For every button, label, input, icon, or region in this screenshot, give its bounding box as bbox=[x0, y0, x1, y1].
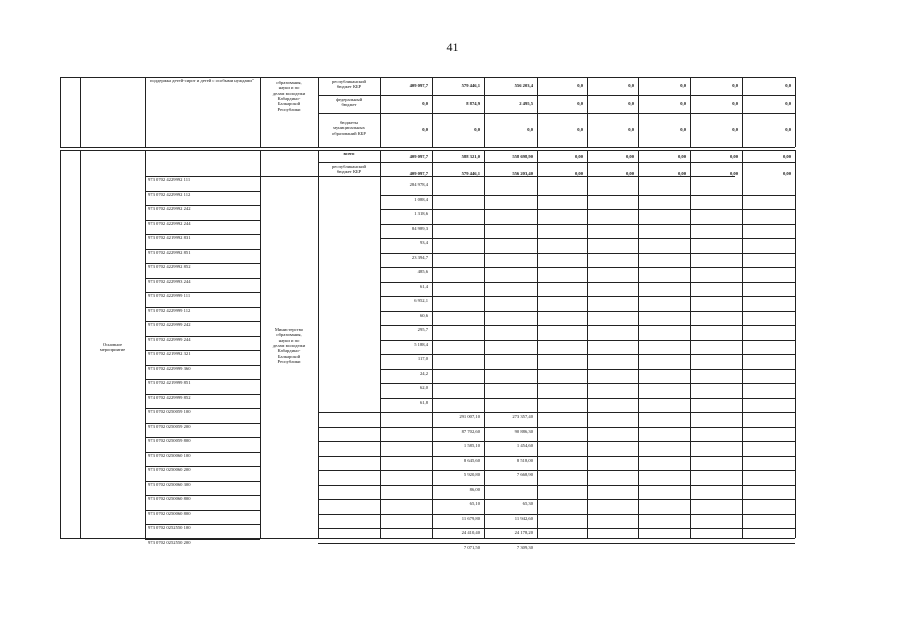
executor-label: образования, bbox=[276, 80, 302, 85]
kbk-code: 973 0702 4229999 242 bbox=[148, 322, 191, 327]
value-cell: 273 357,40 bbox=[512, 414, 533, 419]
grid-line bbox=[318, 150, 319, 432]
executor-label: Кабардино- bbox=[277, 95, 301, 101]
rep-value: 0,00 bbox=[677, 171, 686, 176]
executor-label: науки и по bbox=[278, 85, 300, 91]
kbk-code: 973 0702 4229999 360 bbox=[148, 365, 191, 371]
grid-line bbox=[318, 470, 795, 471]
value-cell: 0,0 bbox=[680, 83, 686, 88]
executor-label: Балкарской bbox=[277, 353, 301, 359]
value-cell: 8 518,00 bbox=[516, 457, 533, 463]
value-cell: 1 318,6 bbox=[414, 211, 428, 216]
grid-line bbox=[318, 162, 795, 163]
grid-line bbox=[318, 77, 319, 147]
value-cell: 60,6 bbox=[419, 312, 428, 318]
kbk-code: 973 0702 4229999 112 bbox=[148, 307, 191, 313]
value-cell: 87 702,60 bbox=[461, 428, 480, 434]
activity-label: Основное bbox=[102, 342, 123, 347]
kbk-code: 973 0702 4229992 852 bbox=[148, 264, 191, 269]
grid-line bbox=[380, 77, 381, 147]
source-label: бюджеты bbox=[339, 120, 359, 126]
kbk-code: 973 0702 0252550 100 bbox=[148, 525, 191, 530]
kbk-code: 974 0702 4229999 852 bbox=[148, 394, 191, 400]
value-cell: 86,00 bbox=[469, 486, 480, 492]
value-cell: 0,0 bbox=[680, 101, 686, 106]
value-cell: 0,0 bbox=[422, 127, 428, 132]
value-cell: 8 874,9 bbox=[466, 101, 480, 106]
value-cell: 0,0 bbox=[732, 127, 738, 132]
kbk-code: 973 0702 0250060 800 bbox=[148, 510, 191, 516]
rep-value: 0,00 bbox=[625, 171, 634, 176]
value-cell: 0,0 bbox=[422, 101, 428, 106]
grid-line bbox=[484, 150, 485, 538]
executor-label: Республики bbox=[277, 358, 301, 364]
value-cell: 2 495,5 bbox=[519, 101, 533, 106]
source-label: бюджет КБР bbox=[336, 84, 362, 89]
value-cell: 295,7 bbox=[417, 327, 428, 332]
value-cell: 0,0 bbox=[577, 127, 583, 132]
total-value: 588 321,0 bbox=[461, 154, 480, 159]
grid-line bbox=[795, 150, 796, 538]
grid-line bbox=[60, 538, 795, 539]
kbk-code: 973 0702 0250060 200 bbox=[148, 467, 191, 472]
rep-value: 0,00 bbox=[574, 171, 583, 176]
grid-line bbox=[60, 150, 795, 151]
value-cell: 0,0 bbox=[628, 83, 634, 88]
total-label: всего bbox=[343, 151, 355, 156]
kbk-code: 973 0702 0252550 200 bbox=[148, 539, 191, 545]
executor-label: Кабардино- bbox=[277, 348, 301, 354]
grid-line bbox=[318, 432, 319, 538]
grid-line bbox=[318, 514, 795, 515]
value-cell: 62,0 bbox=[419, 385, 428, 390]
value-cell: 24,2 bbox=[419, 370, 428, 376]
value-cell: 6 952,1 bbox=[414, 298, 428, 303]
value-cell: 7 309,30 bbox=[516, 544, 533, 550]
executor-label: делам молодежи bbox=[272, 90, 306, 96]
total-value: 0,00 bbox=[782, 154, 791, 159]
grid-line bbox=[145, 150, 146, 538]
kbk-code: 973 0702 4219992 321 bbox=[148, 351, 191, 356]
page-number: 41 bbox=[446, 40, 459, 54]
kbk-code: 973 0702 4229992 244 bbox=[148, 220, 191, 226]
value-cell: 11 679,80 bbox=[461, 515, 480, 521]
grid-line bbox=[80, 77, 81, 147]
grid-line bbox=[432, 77, 433, 147]
value-cell: 1 454,60 bbox=[516, 443, 533, 448]
value-cell: 65,30 bbox=[522, 501, 533, 506]
grid-line bbox=[80, 150, 81, 538]
value-cell: 7 668,90 bbox=[516, 472, 533, 477]
kbk-code: 973 0702 4229999 244 bbox=[148, 336, 191, 342]
executor-label: делам молодежи bbox=[272, 342, 306, 348]
source-label: республиканский bbox=[331, 78, 366, 84]
executor-label: науки и по bbox=[278, 337, 300, 343]
value-cell: 0,0 bbox=[680, 127, 686, 132]
value-cell: 1 585,10 bbox=[463, 443, 480, 448]
executor-label: Министерство bbox=[274, 327, 304, 332]
value-cell: 0,0 bbox=[785, 101, 791, 106]
grid-line bbox=[318, 113, 795, 114]
grid-line bbox=[742, 150, 743, 538]
grid-line bbox=[795, 77, 796, 147]
grid-line bbox=[60, 147, 795, 148]
kbk-code: 973 0702 4229999 111 bbox=[148, 293, 191, 298]
source-label: образований КБР bbox=[332, 130, 366, 136]
value-cell: 5 920,80 bbox=[463, 472, 480, 477]
value-cell: 485,6 bbox=[417, 269, 428, 274]
kbk-code: 973 0702 4219992 831 bbox=[148, 235, 191, 240]
value-cell: 5 188,4 bbox=[414, 341, 428, 347]
total-value: 0,00 bbox=[574, 154, 583, 159]
value-cell: 0,0 bbox=[628, 101, 634, 106]
kbk-code: 973 0702 4219999 851 bbox=[148, 380, 191, 385]
value-cell: 11 942,60 bbox=[514, 515, 533, 521]
kbk-code: 973 0702 4229993 244 bbox=[148, 278, 191, 284]
value-cell: 24 410,40 bbox=[461, 530, 480, 535]
grid-line bbox=[432, 150, 433, 538]
grid-line bbox=[318, 456, 795, 457]
grid-line bbox=[260, 150, 261, 538]
rep-source-label: республиканский bbox=[331, 164, 366, 169]
grid-line bbox=[318, 427, 795, 428]
value-cell: 0,0 bbox=[527, 127, 533, 132]
rep-value: 0,00 bbox=[782, 171, 791, 176]
activity-label: мероприятие bbox=[99, 347, 126, 353]
total-value: 0,00 bbox=[625, 154, 634, 159]
grid-line bbox=[537, 77, 538, 147]
grid-line bbox=[318, 412, 795, 413]
value-cell: 7 071,50 bbox=[463, 544, 480, 550]
value-cell: 1 088,4 bbox=[414, 196, 428, 202]
grid-line bbox=[587, 77, 588, 147]
value-cell: 65,10 bbox=[469, 501, 480, 506]
grid-line bbox=[537, 150, 538, 538]
grid-line bbox=[318, 95, 795, 96]
kbk-code: 973 0702 0250060 800 bbox=[148, 496, 191, 501]
value-cell: 0,0 bbox=[732, 101, 738, 106]
value-cell: 0,0 bbox=[577, 101, 583, 106]
grid-line bbox=[742, 77, 743, 147]
grid-line bbox=[318, 441, 795, 442]
value-cell: 8 645,60 bbox=[463, 457, 480, 463]
grid-line bbox=[690, 150, 691, 538]
value-cell: 61,4 bbox=[419, 283, 428, 289]
value-cell: 0,0 bbox=[474, 127, 480, 132]
grid-line bbox=[587, 150, 588, 538]
value-cell: 61,8 bbox=[419, 399, 428, 405]
grid-line bbox=[145, 77, 146, 147]
kbk-code: 973 0702 4229992 242 bbox=[148, 206, 191, 211]
grid-line bbox=[638, 77, 639, 147]
kbk-code: 973 0702 4229992 851 bbox=[148, 249, 191, 255]
value-cell: 291 007,10 bbox=[459, 414, 480, 419]
kbk-code: 973 0702 0250059 200 bbox=[148, 423, 191, 429]
value-cell: 579 446,1 bbox=[461, 83, 480, 88]
source-label: муниципальных bbox=[333, 125, 365, 131]
value-cell: 0,0 bbox=[577, 83, 583, 88]
kbk-code: 973 0702 4229992 112 bbox=[148, 191, 191, 197]
grid-line bbox=[380, 150, 381, 538]
grid-line bbox=[318, 485, 795, 486]
executor-label: образования, bbox=[276, 332, 302, 338]
grid-line bbox=[260, 77, 261, 147]
grid-line bbox=[60, 150, 61, 538]
executor-label: Балкарской bbox=[277, 101, 301, 107]
executor-label: Республики bbox=[277, 106, 301, 112]
value-cell: 90 886,30 bbox=[514, 428, 533, 434]
grid-line bbox=[318, 543, 795, 544]
kbk-code: 973 0702 0250060 300 bbox=[148, 481, 191, 487]
total-value: 409 097,7 bbox=[409, 154, 428, 159]
value-cell: 24 178,20 bbox=[514, 530, 533, 535]
activity-label: поддержка детей-сирот и детей с особыми нуждами" bbox=[150, 78, 254, 83]
source-label: бюджет bbox=[341, 102, 357, 107]
value-cell: 409 097,7 bbox=[409, 83, 428, 88]
value-cell: 23 394,7 bbox=[411, 254, 428, 260]
grid-line bbox=[638, 150, 639, 538]
rep-value: 409 097,7 bbox=[409, 171, 428, 176]
kbk-code: 973 0702 0250060 100 bbox=[148, 452, 191, 458]
value-cell: 84 989,3 bbox=[411, 225, 428, 231]
grid-line bbox=[690, 77, 691, 147]
total-value: 0,00 bbox=[677, 154, 686, 159]
value-cell: 117,0 bbox=[417, 356, 428, 361]
grid-line bbox=[318, 499, 795, 500]
rep-value: 579 446,1 bbox=[461, 171, 480, 176]
value-cell: 0,0 bbox=[785, 127, 791, 132]
total-value: 558 698,90 bbox=[512, 154, 533, 159]
total-value: 0,00 bbox=[729, 154, 738, 159]
grid-line bbox=[318, 528, 795, 529]
value-cell: 0,0 bbox=[785, 83, 791, 88]
kbk-code: 973 0702 0250059 100 bbox=[148, 409, 191, 414]
value-cell: 556 203,4 bbox=[514, 83, 533, 88]
source-label: федеральный bbox=[335, 96, 363, 102]
value-cell: 0,0 bbox=[628, 127, 634, 132]
rep-value: 556 203,40 bbox=[512, 171, 533, 176]
grid-line bbox=[60, 77, 61, 147]
value-cell: 93,4 bbox=[419, 240, 428, 245]
kbk-code: 973 0702 0250059 800 bbox=[148, 438, 191, 443]
value-cell: 284 978,4 bbox=[409, 182, 428, 187]
value-cell: 0,0 bbox=[732, 83, 738, 88]
rep-source-label: бюджет КБР bbox=[336, 169, 362, 175]
kbk-code: 973 0702 4229992 111 bbox=[148, 177, 191, 182]
rep-value: 0,00 bbox=[729, 171, 738, 176]
grid-line bbox=[484, 77, 485, 147]
